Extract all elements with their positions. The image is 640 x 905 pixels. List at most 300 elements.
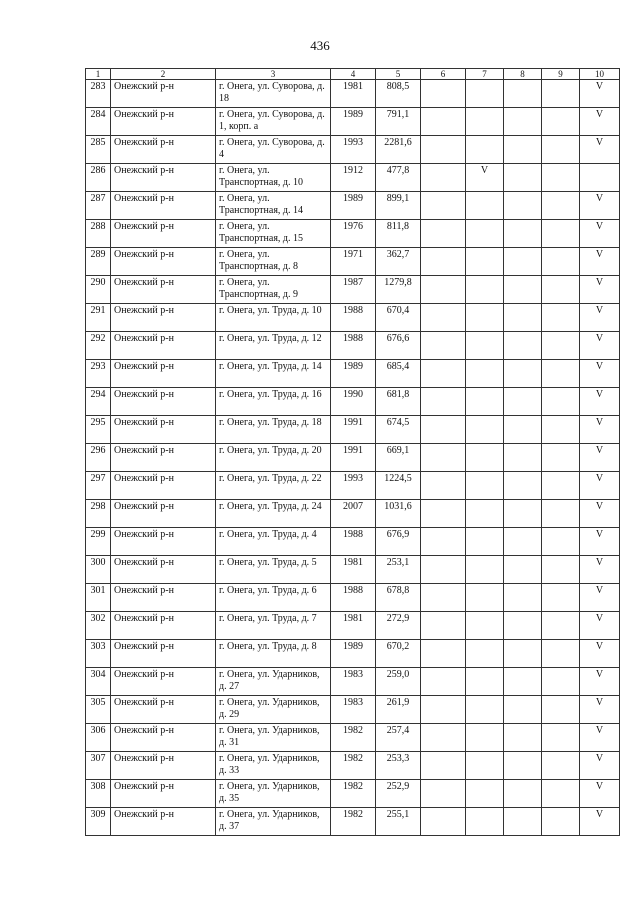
- mark-cell-col6: [421, 528, 466, 556]
- mark-cell-col10: V: [580, 360, 620, 388]
- mark-cell-col9: [542, 724, 580, 752]
- mark-cell-col10: V: [580, 724, 620, 752]
- mark-cell-col9: [542, 780, 580, 808]
- address-cell: г. Онега, ул. Труда, д. 14: [216, 360, 331, 388]
- mark-cell-col10: V: [580, 500, 620, 528]
- year-cell: 1988: [331, 584, 376, 612]
- table-row: [86, 220, 620, 248]
- mark-cell-col9: [542, 528, 580, 556]
- column-number: 10: [580, 69, 620, 80]
- area-cell: 1224,5: [376, 472, 421, 500]
- table-row: [86, 332, 620, 360]
- mark-cell-col7: [466, 780, 504, 808]
- mark-cell-col8: [504, 668, 542, 696]
- district-cell: Онежский р-н: [111, 808, 216, 836]
- area-cell: 670,2: [376, 640, 421, 668]
- mark-cell-col6: [421, 332, 466, 360]
- address-cell: г. Онега, ул. Труда, д. 4: [216, 528, 331, 556]
- mark-cell-col6: [421, 584, 466, 612]
- row-number-cell: 300: [86, 556, 111, 584]
- mark-cell-col10: V: [580, 584, 620, 612]
- mark-cell-col8: [504, 724, 542, 752]
- mark-cell-col8: [504, 640, 542, 668]
- mark-cell-col7: [466, 808, 504, 836]
- mark-cell-col9: [542, 640, 580, 668]
- mark-cell-col6: [421, 724, 466, 752]
- mark-cell-col9: [542, 612, 580, 640]
- table-row: [86, 640, 620, 668]
- district-cell: Онежский р-н: [111, 304, 216, 332]
- year-cell: 1982: [331, 780, 376, 808]
- mark-cell-col10: V: [580, 192, 620, 220]
- address-cell: г. Онега, ул. Ударников, д. 37: [216, 808, 331, 836]
- row-number-cell: 288: [86, 220, 111, 248]
- mark-cell-col9: [542, 668, 580, 696]
- row-number-cell: 286: [86, 164, 111, 192]
- mark-cell-col6: [421, 668, 466, 696]
- mark-cell-col7: [466, 528, 504, 556]
- year-cell: 1989: [331, 360, 376, 388]
- row-number-cell: 290: [86, 276, 111, 304]
- mark-cell-col9: [542, 276, 580, 304]
- mark-cell-col8: [504, 752, 542, 780]
- area-cell: 676,9: [376, 528, 421, 556]
- mark-cell-col7: [466, 136, 504, 164]
- column-number: 8: [504, 69, 542, 80]
- row-number-cell: 295: [86, 416, 111, 444]
- row-number-cell: 303: [86, 640, 111, 668]
- area-cell: 685,4: [376, 360, 421, 388]
- mark-cell-col8: [504, 696, 542, 724]
- area-cell: 808,5: [376, 80, 421, 108]
- district-cell: Онежский р-н: [111, 388, 216, 416]
- mark-cell-col8: [504, 220, 542, 248]
- year-cell: 1981: [331, 556, 376, 584]
- district-cell: Онежский р-н: [111, 80, 216, 108]
- mark-cell-col8: [504, 500, 542, 528]
- mark-cell-col6: [421, 136, 466, 164]
- mark-cell-col8: [504, 80, 542, 108]
- mark-cell-col7: [466, 332, 504, 360]
- mark-cell-col8: [504, 556, 542, 584]
- mark-cell-col7: [466, 416, 504, 444]
- mark-cell-col9: [542, 360, 580, 388]
- year-cell: 1982: [331, 808, 376, 836]
- district-cell: Онежский р-н: [111, 640, 216, 668]
- column-number: 1: [86, 69, 111, 80]
- district-cell: Онежский р-н: [111, 164, 216, 192]
- mark-cell-col10: V: [580, 388, 620, 416]
- area-cell: 362,7: [376, 248, 421, 276]
- address-cell: г. Онега, ул. Труда, д. 20: [216, 444, 331, 472]
- area-cell: 674,5: [376, 416, 421, 444]
- table-row: [86, 80, 620, 108]
- mark-cell-col6: [421, 108, 466, 136]
- mark-cell-col6: [421, 192, 466, 220]
- row-number-cell: 307: [86, 752, 111, 780]
- mark-cell-col8: [504, 416, 542, 444]
- table-row: [86, 584, 620, 612]
- row-number-cell: 289: [86, 248, 111, 276]
- column-number: 5: [376, 69, 421, 80]
- year-cell: 1993: [331, 472, 376, 500]
- year-cell: 1988: [331, 332, 376, 360]
- table-row: [86, 304, 620, 332]
- mark-cell-col6: [421, 80, 466, 108]
- mark-cell-col7: [466, 612, 504, 640]
- mark-cell-col9: [542, 80, 580, 108]
- mark-cell-col9: [542, 388, 580, 416]
- table-row: [86, 808, 620, 836]
- table-row: [86, 416, 620, 444]
- year-cell: 1988: [331, 528, 376, 556]
- table-row: [86, 276, 620, 304]
- row-number-cell: 309: [86, 808, 111, 836]
- row-number-cell: 287: [86, 192, 111, 220]
- mark-cell-col9: [542, 192, 580, 220]
- area-cell: 1031,6: [376, 500, 421, 528]
- area-cell: 2281,6: [376, 136, 421, 164]
- address-cell: г. Онега, ул. Ударников, д. 29: [216, 696, 331, 724]
- district-cell: Онежский р-н: [111, 416, 216, 444]
- table-row: [86, 444, 620, 472]
- area-cell: 669,1: [376, 444, 421, 472]
- table-row: [86, 528, 620, 556]
- year-cell: 1982: [331, 752, 376, 780]
- mark-cell-col9: [542, 808, 580, 836]
- mark-cell-col10: V: [580, 248, 620, 276]
- year-cell: 1987: [331, 276, 376, 304]
- table-row: [86, 136, 620, 164]
- row-number-cell: 292: [86, 332, 111, 360]
- table-body: [86, 69, 620, 836]
- mark-cell-col6: [421, 416, 466, 444]
- mark-cell-col8: [504, 332, 542, 360]
- mark-cell-col7: [466, 444, 504, 472]
- mark-cell-col8: [504, 388, 542, 416]
- column-number-header-row: [86, 69, 620, 80]
- row-number-cell: 294: [86, 388, 111, 416]
- mark-cell-col6: [421, 360, 466, 388]
- area-cell: 811,8: [376, 220, 421, 248]
- mark-cell-col7: [466, 724, 504, 752]
- address-cell: г. Онега, ул. Ударников, д. 27: [216, 668, 331, 696]
- address-cell: г. Онега, ул. Транспортная, д. 10: [216, 164, 331, 192]
- table-row: [86, 108, 620, 136]
- mark-cell-col8: [504, 472, 542, 500]
- address-cell: г. Онега, ул. Труда, д. 5: [216, 556, 331, 584]
- mark-cell-col6: [421, 220, 466, 248]
- district-cell: Онежский р-н: [111, 276, 216, 304]
- row-number-cell: 284: [86, 108, 111, 136]
- mark-cell-col8: [504, 164, 542, 192]
- mark-cell-col10: V: [580, 80, 620, 108]
- mark-cell-col10: V: [580, 668, 620, 696]
- area-cell: 253,1: [376, 556, 421, 584]
- table-row: [86, 500, 620, 528]
- mark-cell-col10: V: [580, 640, 620, 668]
- district-cell: Онежский р-н: [111, 360, 216, 388]
- mark-cell-col8: [504, 136, 542, 164]
- mark-cell-col10: V: [580, 780, 620, 808]
- area-cell: 259,0: [376, 668, 421, 696]
- mark-cell-col8: [504, 444, 542, 472]
- mark-cell-col10: V: [580, 108, 620, 136]
- mark-cell-col7: [466, 556, 504, 584]
- mark-cell-col8: [504, 528, 542, 556]
- mark-cell-col10: V: [580, 696, 620, 724]
- mark-cell-col9: [542, 248, 580, 276]
- year-cell: 1983: [331, 668, 376, 696]
- area-cell: 477,8: [376, 164, 421, 192]
- year-cell: 1976: [331, 220, 376, 248]
- mark-cell-col8: [504, 248, 542, 276]
- mark-cell-col9: [542, 556, 580, 584]
- mark-cell-col6: [421, 164, 466, 192]
- district-cell: Онежский р-н: [111, 332, 216, 360]
- row-number-cell: 297: [86, 472, 111, 500]
- column-number: 7: [466, 69, 504, 80]
- mark-cell-col8: [504, 780, 542, 808]
- address-cell: г. Онега, ул. Ударников, д. 33: [216, 752, 331, 780]
- address-cell: г. Онега, ул. Труда, д. 24: [216, 500, 331, 528]
- row-number-cell: 304: [86, 668, 111, 696]
- mark-cell-col7: [466, 304, 504, 332]
- address-cell: г. Онега, ул. Труда, д. 8: [216, 640, 331, 668]
- area-cell: 1279,8: [376, 276, 421, 304]
- area-cell: 681,8: [376, 388, 421, 416]
- mark-cell-col6: [421, 612, 466, 640]
- mark-cell-col8: [504, 584, 542, 612]
- mark-cell-col6: [421, 388, 466, 416]
- address-cell: г. Онега, ул. Транспортная, д. 8: [216, 248, 331, 276]
- table-row: [86, 752, 620, 780]
- area-cell: 670,4: [376, 304, 421, 332]
- mark-cell-col6: [421, 556, 466, 584]
- mark-cell-col6: [421, 696, 466, 724]
- district-cell: Онежский р-н: [111, 752, 216, 780]
- table-row: [86, 696, 620, 724]
- district-cell: Онежский р-н: [111, 668, 216, 696]
- row-number-cell: 305: [86, 696, 111, 724]
- mark-cell-col6: [421, 752, 466, 780]
- row-number-cell: 285: [86, 136, 111, 164]
- mark-cell-col8: [504, 108, 542, 136]
- mark-cell-col8: [504, 360, 542, 388]
- mark-cell-col9: [542, 332, 580, 360]
- address-cell: г. Онега, ул. Труда, д. 16: [216, 388, 331, 416]
- table-row: [86, 164, 620, 192]
- mark-cell-col10: [580, 164, 620, 192]
- district-cell: Онежский р-н: [111, 612, 216, 640]
- district-cell: Онежский р-н: [111, 472, 216, 500]
- mark-cell-col7: [466, 640, 504, 668]
- address-cell: г. Онега, ул. Суворова, д. 1, корп. а: [216, 108, 331, 136]
- address-cell: г. Онега, ул. Транспортная, д. 14: [216, 192, 331, 220]
- year-cell: 1989: [331, 192, 376, 220]
- mark-cell-col6: [421, 472, 466, 500]
- table-row: [86, 724, 620, 752]
- mark-cell-col9: [542, 500, 580, 528]
- mark-cell-col9: [542, 416, 580, 444]
- mark-cell-col10: V: [580, 304, 620, 332]
- mark-cell-col9: [542, 752, 580, 780]
- mark-cell-col10: V: [580, 220, 620, 248]
- year-cell: 1991: [331, 444, 376, 472]
- row-number-cell: 291: [86, 304, 111, 332]
- address-cell: г. Онега, ул. Ударников, д. 35: [216, 780, 331, 808]
- mark-cell-col8: [504, 612, 542, 640]
- area-cell: 791,1: [376, 108, 421, 136]
- address-cell: г. Онега, ул. Суворова, д. 18: [216, 80, 331, 108]
- mark-cell-col10: V: [580, 444, 620, 472]
- row-number-cell: 296: [86, 444, 111, 472]
- mark-cell-col10: V: [580, 612, 620, 640]
- mark-cell-col9: [542, 696, 580, 724]
- district-cell: Онежский р-н: [111, 108, 216, 136]
- year-cell: 1912: [331, 164, 376, 192]
- mark-cell-col6: [421, 808, 466, 836]
- address-cell: г. Онега, ул. Транспортная, д. 15: [216, 220, 331, 248]
- mark-cell-col9: [542, 136, 580, 164]
- mark-cell-col7: [466, 108, 504, 136]
- mark-cell-col10: V: [580, 808, 620, 836]
- area-cell: 272,9: [376, 612, 421, 640]
- district-cell: Онежский р-н: [111, 780, 216, 808]
- address-cell: г. Онега, ул. Труда, д. 6: [216, 584, 331, 612]
- address-cell: г. Онега, ул. Ударников, д. 31: [216, 724, 331, 752]
- housing-register-table: [85, 68, 620, 836]
- area-cell: 676,6: [376, 332, 421, 360]
- table-row: [86, 668, 620, 696]
- mark-cell-col9: [542, 164, 580, 192]
- mark-cell-col10: V: [580, 472, 620, 500]
- mark-cell-col6: [421, 640, 466, 668]
- mark-cell-col7: [466, 500, 504, 528]
- area-cell: 257,4: [376, 724, 421, 752]
- mark-cell-col8: [504, 304, 542, 332]
- year-cell: 1993: [331, 136, 376, 164]
- address-cell: г. Онега, ул. Транспортная, д. 9: [216, 276, 331, 304]
- year-cell: 1971: [331, 248, 376, 276]
- mark-cell-col7: [466, 80, 504, 108]
- table-row: [86, 556, 620, 584]
- district-cell: Онежский р-н: [111, 528, 216, 556]
- address-cell: г. Онега, ул. Труда, д. 10: [216, 304, 331, 332]
- address-cell: г. Онега, ул. Труда, д. 18: [216, 416, 331, 444]
- year-cell: 1983: [331, 696, 376, 724]
- year-cell: 1988: [331, 304, 376, 332]
- page-number: 436: [310, 38, 330, 53]
- table-row: [86, 388, 620, 416]
- mark-cell-col7: [466, 388, 504, 416]
- mark-cell-col6: [421, 444, 466, 472]
- mark-cell-col10: V: [580, 276, 620, 304]
- mark-cell-col10: V: [580, 136, 620, 164]
- district-cell: Онежский р-н: [111, 220, 216, 248]
- column-number: 6: [421, 69, 466, 80]
- district-cell: Онежский р-н: [111, 444, 216, 472]
- table-row: [86, 780, 620, 808]
- district-cell: Онежский р-н: [111, 696, 216, 724]
- row-number-cell: 283: [86, 80, 111, 108]
- year-cell: 1981: [331, 80, 376, 108]
- mark-cell-col9: [542, 444, 580, 472]
- district-cell: Онежский р-н: [111, 584, 216, 612]
- year-cell: 2007: [331, 500, 376, 528]
- year-cell: 1989: [331, 108, 376, 136]
- mark-cell-col10: V: [580, 752, 620, 780]
- mark-cell-col6: [421, 248, 466, 276]
- mark-cell-col8: [504, 808, 542, 836]
- row-number-cell: 306: [86, 724, 111, 752]
- table-row: [86, 192, 620, 220]
- table-row: [86, 248, 620, 276]
- mark-cell-col7: [466, 360, 504, 388]
- area-cell: 899,1: [376, 192, 421, 220]
- mark-cell-col7: [466, 696, 504, 724]
- district-cell: Онежский р-н: [111, 500, 216, 528]
- row-number-cell: 293: [86, 360, 111, 388]
- year-cell: 1991: [331, 416, 376, 444]
- district-cell: Онежский р-н: [111, 724, 216, 752]
- column-number: 3: [216, 69, 331, 80]
- row-number-cell: 302: [86, 612, 111, 640]
- mark-cell-col7: [466, 752, 504, 780]
- area-cell: 255,1: [376, 808, 421, 836]
- district-cell: Онежский р-н: [111, 136, 216, 164]
- mark-cell-col10: V: [580, 556, 620, 584]
- year-cell: 1981: [331, 612, 376, 640]
- mark-cell-col9: [542, 304, 580, 332]
- mark-cell-col9: [542, 220, 580, 248]
- area-cell: 261,9: [376, 696, 421, 724]
- area-cell: 252,9: [376, 780, 421, 808]
- mark-cell-col9: [542, 108, 580, 136]
- mark-cell-col7: [466, 584, 504, 612]
- mark-cell-col7: [466, 220, 504, 248]
- mark-cell-col7: [466, 248, 504, 276]
- address-cell: г. Онега, ул. Труда, д. 22: [216, 472, 331, 500]
- mark-cell-col6: [421, 500, 466, 528]
- table-row: [86, 612, 620, 640]
- mark-cell-col10: V: [580, 528, 620, 556]
- mark-cell-col7: V: [466, 164, 504, 192]
- address-cell: г. Онега, ул. Суворова, д. 4: [216, 136, 331, 164]
- district-cell: Онежский р-н: [111, 556, 216, 584]
- row-number-cell: 299: [86, 528, 111, 556]
- mark-cell-col9: [542, 472, 580, 500]
- row-number-cell: 298: [86, 500, 111, 528]
- address-cell: г. Онега, ул. Труда, д. 12: [216, 332, 331, 360]
- table-row: [86, 360, 620, 388]
- district-cell: Онежский р-н: [111, 192, 216, 220]
- area-cell: 253,3: [376, 752, 421, 780]
- mark-cell-col10: V: [580, 416, 620, 444]
- mark-cell-col8: [504, 192, 542, 220]
- row-number-cell: 308: [86, 780, 111, 808]
- mark-cell-col7: [466, 192, 504, 220]
- mark-cell-col8: [504, 276, 542, 304]
- mark-cell-col6: [421, 780, 466, 808]
- year-cell: 1990: [331, 388, 376, 416]
- year-cell: 1982: [331, 724, 376, 752]
- mark-cell-col7: [466, 668, 504, 696]
- row-number-cell: 301: [86, 584, 111, 612]
- year-cell: 1989: [331, 640, 376, 668]
- mark-cell-col9: [542, 584, 580, 612]
- mark-cell-col10: V: [580, 332, 620, 360]
